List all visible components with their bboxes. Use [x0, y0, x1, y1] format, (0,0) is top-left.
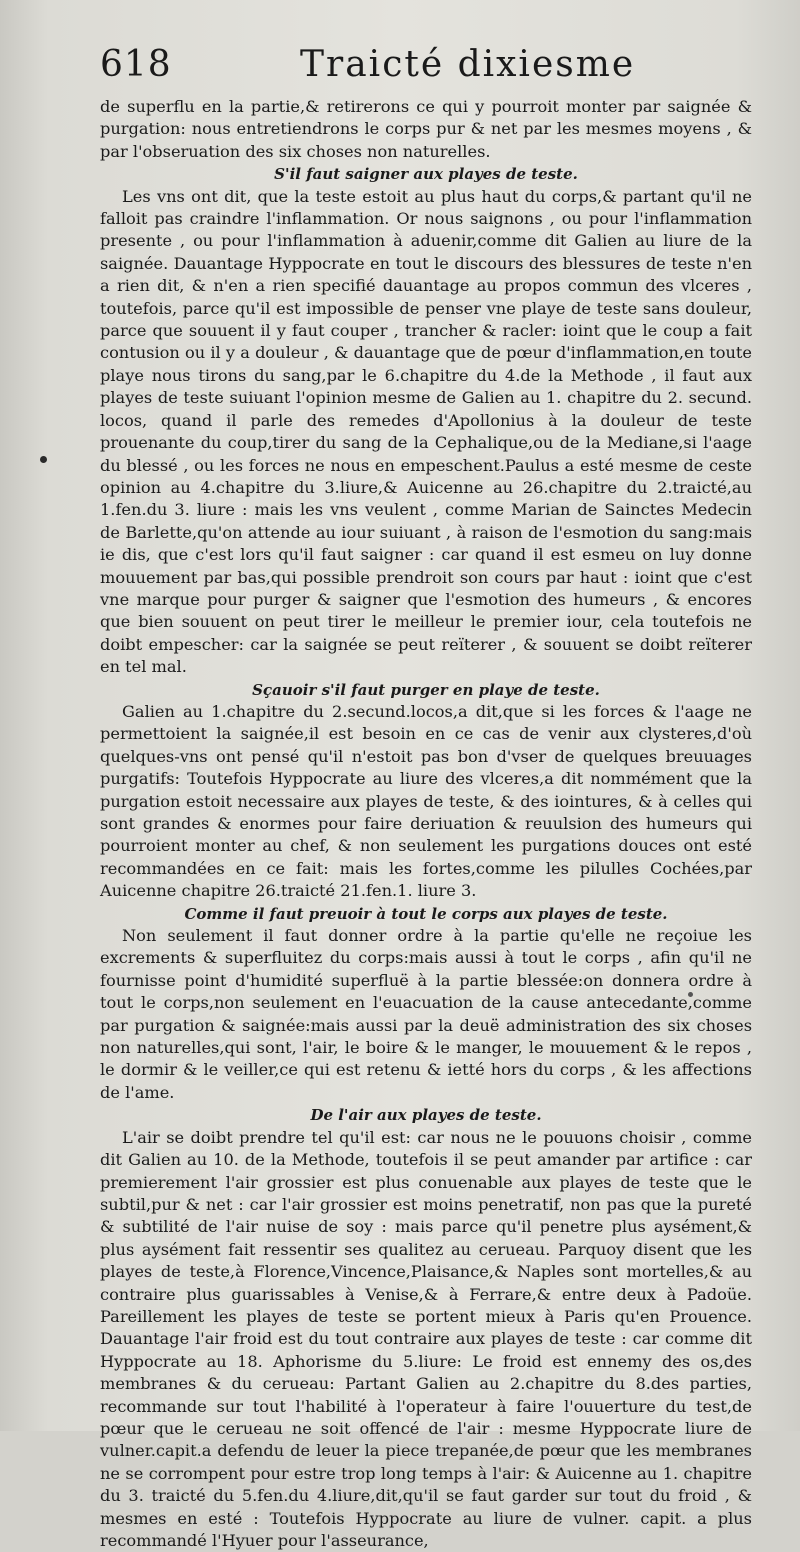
paragraph-preuoir: Non seulement il faut donner ordre à la partie qu'elle ne reçoiue les excrements & superfluitez du corps:mais aussi à tout le corps , afin qu'il ne fournisse point d'humidité superfluë à la partie blessée:on donnera ordre à tout le corps,non seulement en l'euacuation de la cause antecedante,comme par purgation & saignée:mais aussi par la deuë administration des six choses non naturelles,qui sont, l'air, le boire & le manger, le mouuement & le repos , le dormir & le veiller,ce qui est retenu & ietté hors du corps , & les affections de l'ame. [100, 926, 752, 1102]
intro-paragraph: de superflu en la partie,& retirerons ce qui y pourroit monter par saignée & purgation: nous entretiendrons le corps pur & net par les mesmes moyens , & par l'obseruation des six choses non naturelles. [100, 97, 752, 161]
paragraph-purger: Galien au 1.chapitre du 2.secund.locos,a dit,que si les forces & l'aage ne permettoient la saignée,il est besoin en ce cas de venir aux clysteres,d'où quelques-vns ont pensé qu'il n'estoit pas bon d'vser de quelques breuuages purgatifs: Toutefois Hyppocrate au liure des vlceres,a dit nommément que la purgation estoit necessaire aux playes de teste, & des iointures, & à celles qui sont grandes & enormes pour faire deriuation & reuulsion des humeurs qui pourroient monter au chef, & non seulement les purgations douces ont esté recommandées en ce fait: mais les fortes,comme les pilulles Cochées,par Auicenne chapitre 26.traicté 21.fen.1. liure 3. [100, 701, 752, 901]
running-title: Traicté dixiesme [300, 44, 636, 85]
page-header [100, 44, 760, 96]
section-heading-purger: Sçauoir s'il faut purger en playe de teste. [252, 680, 600, 699]
section-heading-saigner: S'il faut saigner aux playes de teste. [274, 165, 578, 184]
section-heading-preuoir: Comme il faut preuoir à tout le corps aux playes de teste. [184, 904, 668, 923]
paragraph-saigner: Les vns ont dit, que la teste estoit au plus haut du corps,& partant qu'il ne falloit pas craindre l'inflammation. Or nous saignons , ou pour l'inflammation presente , ou pour l'inflammation à aduenir,comme dit Galien au liure de la saignée. Dauantage Hyppocrate en tout le discours des blessures de teste n'en a rien dit, & n'en a rien specifié dauantage au propos commun des vlceres , toutefois, parce qu'il est impossible de penser vne playe de teste sans douleur, parce que souuent il y faut couper , trancher & racler: ioint que le coup a fait contusion ou il y a douleur , & dauantage que de pœur d'inflammation,en toute playe nous tirons du sang,par le 6.chapitre du 4.de la Methode , il faut aux playes de teste suiuant l'opinion mesme de Galien au 1. chapitre du 2. secund. locos, quand il parle des remedes d'Apollonius à la douleur de teste prouenante du coup,tirer du sang de la Cephalique,ou de la Mediane,si l'aage du blessé , ou les forces ne nous en empeschent.Paulus a esté mesme de ceste opinion au 4.chapitre du 3.liure,& Auicenne au 26.chapitre du 2.traicté,au 1.fen.du 3. liure : mais les vns veulent , comme Marian de Sainctes Medecin de Barlette,qu'on attende au iour suiuant , à raison de l'esmotion du sang:mais ie dis, que c'est lors qu'il faut saigner : car quand il est esmeu on luy donne mouuement par bas,qui possible prendroit son cours par haut : ioint que c'est vne marque pour purger & saigner que l'esmotion des humeurs , & encores que bien souuent on peut tirer le meilleur le premier iour, cela toutefois ne doibt empescher: car la saignée se peut reïterer , & souuent se doibt reïterer en tel mal. [100, 186, 752, 677]
section-heading-air: De l'air aux playes de teste. [310, 1106, 542, 1125]
page-number: 618 [100, 44, 172, 85]
body-text [100, 96, 752, 1552]
paragraph-air: L'air se doibt prendre tel qu'il est: car nous ne le pouuons choisir , comme dit Galien au 10. de la Methode, toutefois il se peut amander par artifice : car premierement l'air grossier est plus conuenable aux playes de teste que le subtil,pur & net : car l'air grossier est moins penetratif, non pas que la pureté & subtilité de l'air nuise de soy : mais parce qu'il penetre plus aysément,& plus aysément fait ressentir ses qualitez au cerueau. Parquoy disent que les playes de teste,à Florence,Vincence,Plaisance,& Naples sont mortelles,& au contraire plus guarissables à Venise,& à Ferrare,& entre deux à Padoüe. Pareillement les playes de teste se portent mieux à Paris qu'en Prouence. Dauantage l'air froid est du tout contraire aux playes de teste : car comme dit Hyppocrate au 18. Aphorisme du 5.liure: Le froid est ennemy des os,des membranes & du cerueau: Partant Galien au 2.chapitre du 8.des parties, recommande sur tout l'habilité à l'operateur à faire l'ouuerture du test,de pœur que le cerueau ne soit offencé de l'air : mesme Hyppocrate liure de vulner.capit.a defendu de leuer la piece trepanée,de pœur que les membranes ne se corrompent pour estre trop long temps à l'air: & Auicenne au 1. chapitre du 3. traicté du 5.fen.du 4.liure,dit,qu'il se faut garder sur tout du froid , & mesmes en esté : Toutefois Hyppocrate au liure de vulner. capit. a plus recommandé l'Hyuer pour l'asseurance, [100, 1127, 752, 1550]
margin-ink-mark [40, 456, 47, 463]
